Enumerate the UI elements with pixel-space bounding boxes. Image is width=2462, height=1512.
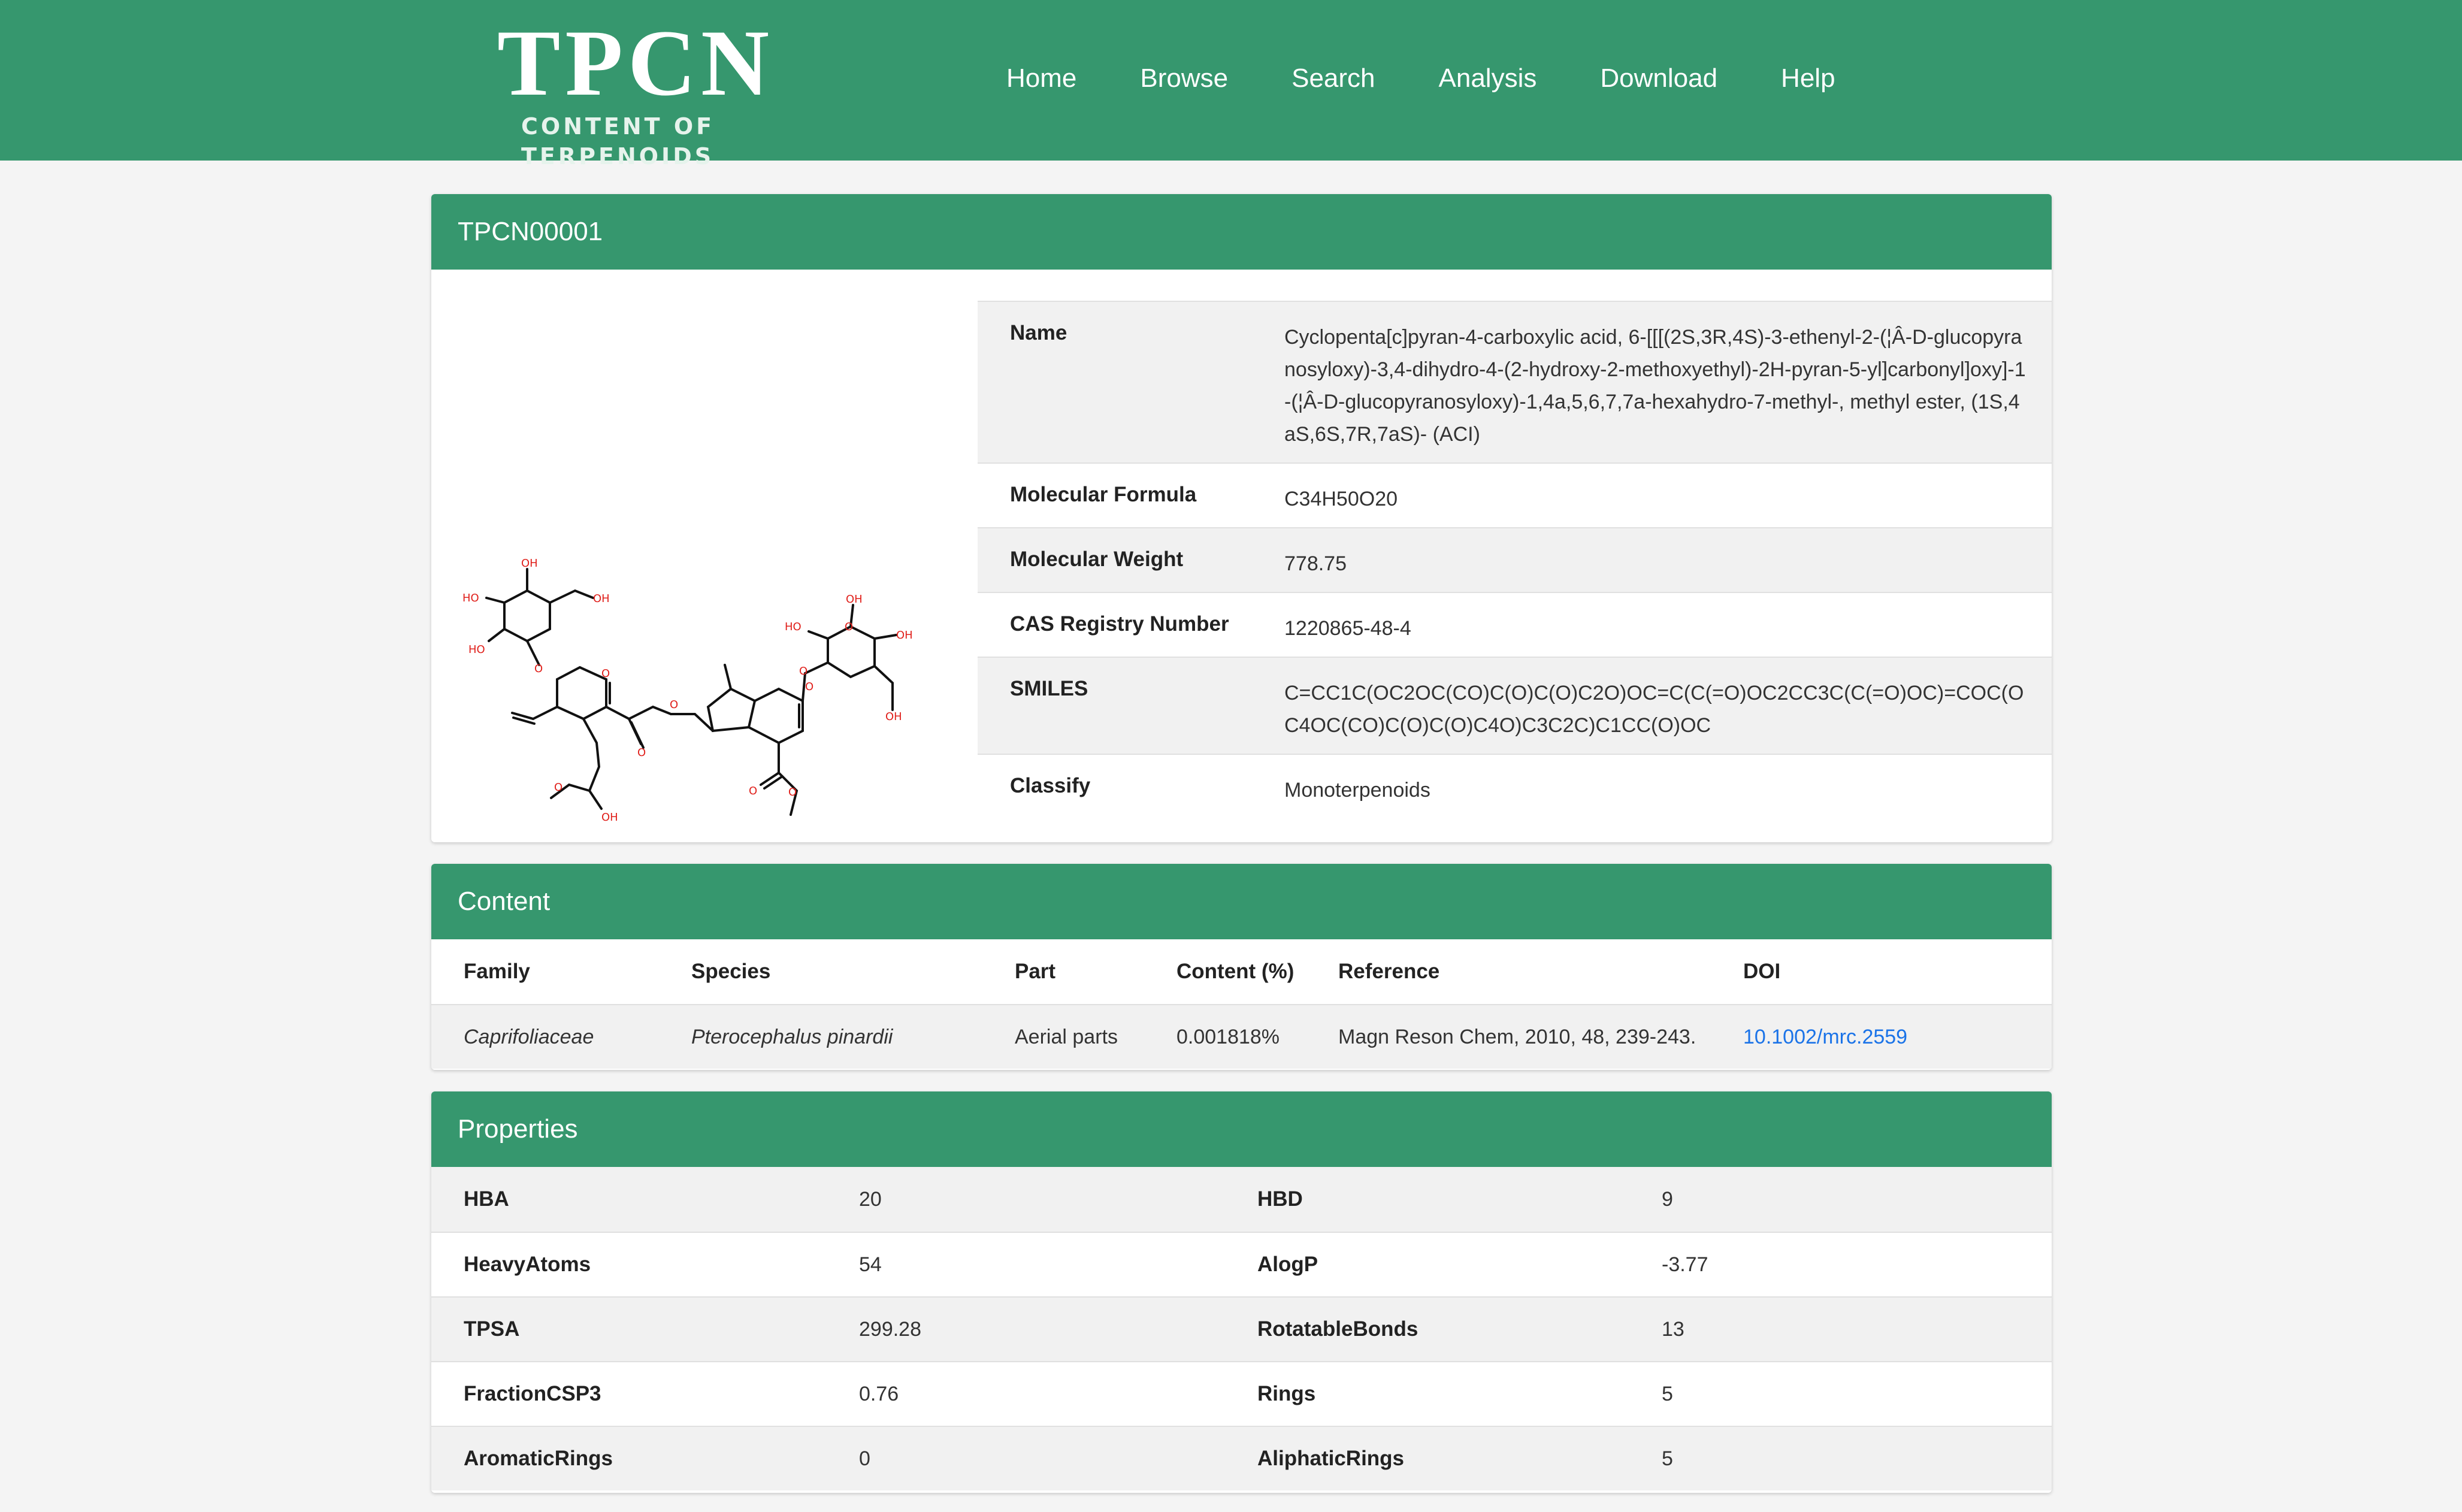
- prop-value: 9: [1662, 1187, 1673, 1211]
- row-family: Caprifoliaceae: [464, 1025, 594, 1048]
- svg-text:OH: OH: [896, 629, 913, 642]
- content-header: Content: [431, 864, 2052, 939]
- svg-text:OH: OH: [601, 811, 618, 824]
- table-row: [431, 1232, 2052, 1296]
- svg-text:OH: OH: [885, 710, 902, 723]
- svg-text:O: O: [788, 786, 797, 799]
- weight-value: 778.75: [1284, 552, 1347, 575]
- table-row: [431, 1004, 2052, 1069]
- prop-value: 5: [1662, 1382, 1673, 1405]
- table-row: [431, 1167, 2052, 1232]
- prop-key: HBA: [464, 1187, 509, 1211]
- prop-key: AlogP: [1257, 1253, 1318, 1276]
- row-reference: Magn Reson Chem, 2010, 48, 239-243.: [1338, 1025, 1696, 1048]
- site-logo[interactable]: [497, 11, 833, 170]
- prop-key: HeavyAtoms: [464, 1253, 591, 1276]
- info-row-formula: [978, 462, 2052, 527]
- table-row: [431, 1426, 2052, 1490]
- prop-key: RotatableBonds: [1257, 1317, 1418, 1341]
- svg-text:O: O: [637, 746, 646, 759]
- name-value: Cyclopenta[c]pyran-4-carboxylic acid, 6-[[[(2S,3R,4S)-3-ethenyl-2-(¦Â-D-glucopyranosyloxy)-3,4-dihydro-4-(2-hydroxy-2-methoxyethyl)-2H-pyran-5-yl]carbonyl]oxy]-1-(¦Â-D-glucopyranosyloxy)-1,4a,5,6,7,7a-hexahydro-7-methyl-, methyl ester, (1S,4aS,6S,7R,7aS)- (ACI): [1284, 326, 2026, 446]
- prop-value: 0: [859, 1447, 870, 1470]
- prop-value: 54: [859, 1253, 882, 1276]
- svg-text:O: O: [554, 781, 563, 794]
- properties-table: [431, 1167, 2052, 1490]
- table-row: [431, 1296, 2052, 1361]
- nav-analysis[interactable]: Analysis: [1438, 63, 1537, 93]
- nav-help[interactable]: Help: [1781, 63, 1835, 93]
- smiles-label: SMILES: [1010, 677, 1088, 700]
- name-label: Name: [1010, 321, 1067, 344]
- doi-link[interactable]: 10.1002/mrc.2559: [1743, 1025, 1908, 1048]
- compound-id-header: TPCN00001: [431, 194, 2052, 270]
- compound-card: [431, 194, 2052, 842]
- molecule-structure-image: [431, 270, 970, 842]
- weight-label: Molecular Weight: [1010, 548, 1184, 571]
- cas-value: 1220865-48-4: [1284, 617, 1411, 640]
- table-row: [431, 1361, 2052, 1426]
- col-family: Family: [464, 960, 530, 983]
- svg-text:O: O: [670, 698, 679, 711]
- prop-value: 13: [1662, 1317, 1684, 1341]
- svg-text:OH: OH: [521, 557, 538, 570]
- svg-text:O: O: [534, 663, 543, 675]
- classify-value: Monoterpenoids: [1284, 779, 1430, 802]
- svg-text:HO: HO: [462, 592, 479, 604]
- prop-value: 20: [859, 1187, 882, 1211]
- svg-text:O: O: [601, 667, 610, 680]
- col-species: Species: [691, 960, 771, 983]
- content-table: [431, 939, 2052, 1069]
- info-row-name: [978, 301, 2052, 462]
- nav-home[interactable]: Home: [1006, 63, 1077, 93]
- svg-text:OH: OH: [593, 592, 610, 605]
- prop-key: Rings: [1257, 1382, 1316, 1405]
- content-card: [431, 864, 2052, 1070]
- prop-key: AromaticRings: [464, 1447, 613, 1470]
- prop-value: -3.77: [1662, 1253, 1708, 1276]
- formula-label: Molecular Formula: [1010, 483, 1197, 506]
- row-content: 0.001818%: [1176, 1025, 1280, 1048]
- svg-text:HO: HO: [785, 621, 801, 633]
- prop-value: 299.28: [859, 1317, 921, 1341]
- nav-browse[interactable]: Browse: [1140, 63, 1229, 93]
- row-species: Pterocephalus pinardii: [691, 1025, 893, 1048]
- formula-value: C34H50O20: [1284, 488, 1398, 510]
- prop-key: AliphaticRings: [1257, 1447, 1405, 1470]
- info-row-smiles: [978, 657, 2052, 754]
- smiles-value: C=CC1C(OC2OC(CO)C(O)C(O)C2O)OC=C(C(=O)OC2CC3C(C(=O)OC)=COC(OC4OC(CO)C(O)C(O)C4O)C3C2C)C1CC(O)OC: [1284, 682, 2024, 737]
- properties-header: Properties: [431, 1091, 2052, 1167]
- svg-text:O: O: [749, 785, 758, 797]
- prop-value: 0.76: [859, 1382, 899, 1405]
- row-part: Aerial parts: [1015, 1025, 1118, 1048]
- svg-text:O: O: [845, 621, 854, 633]
- svg-text:HO: HO: [468, 643, 485, 656]
- svg-text:O: O: [799, 665, 808, 678]
- content-header-row: [431, 939, 2052, 1004]
- prop-key: HBD: [1257, 1187, 1303, 1211]
- main-nav: [1006, 58, 1899, 99]
- properties-card: [431, 1091, 2052, 1493]
- info-row-classify: [978, 754, 2052, 818]
- info-row-weight: [978, 527, 2052, 592]
- nav-download[interactable]: Download: [1600, 63, 1718, 93]
- col-reference: Reference: [1338, 960, 1440, 983]
- logo-title: TPCN: [497, 11, 775, 116]
- prop-key: FractionCSP3: [464, 1382, 601, 1405]
- col-content: Content (%): [1176, 960, 1294, 983]
- prop-value: 5: [1662, 1447, 1673, 1470]
- info-row-cas: [978, 592, 2052, 657]
- svg-text:OH: OH: [846, 593, 863, 606]
- classify-label: Classify: [1010, 774, 1091, 797]
- row-doi-cell: [1711, 1026, 2046, 1049]
- svg-text:O: O: [805, 681, 814, 693]
- col-doi: DOI: [1743, 960, 1781, 983]
- compound-info-table: [978, 301, 2052, 818]
- col-part: Part: [1015, 960, 1056, 983]
- logo-subtitle: CONTENT OF TERPENOIDS: [521, 113, 715, 170]
- cas-label: CAS Registry Number: [1010, 612, 1229, 636]
- prop-key: TPSA: [464, 1317, 520, 1341]
- top-navbar: [0, 0, 2462, 170]
- nav-search[interactable]: Search: [1292, 63, 1375, 93]
